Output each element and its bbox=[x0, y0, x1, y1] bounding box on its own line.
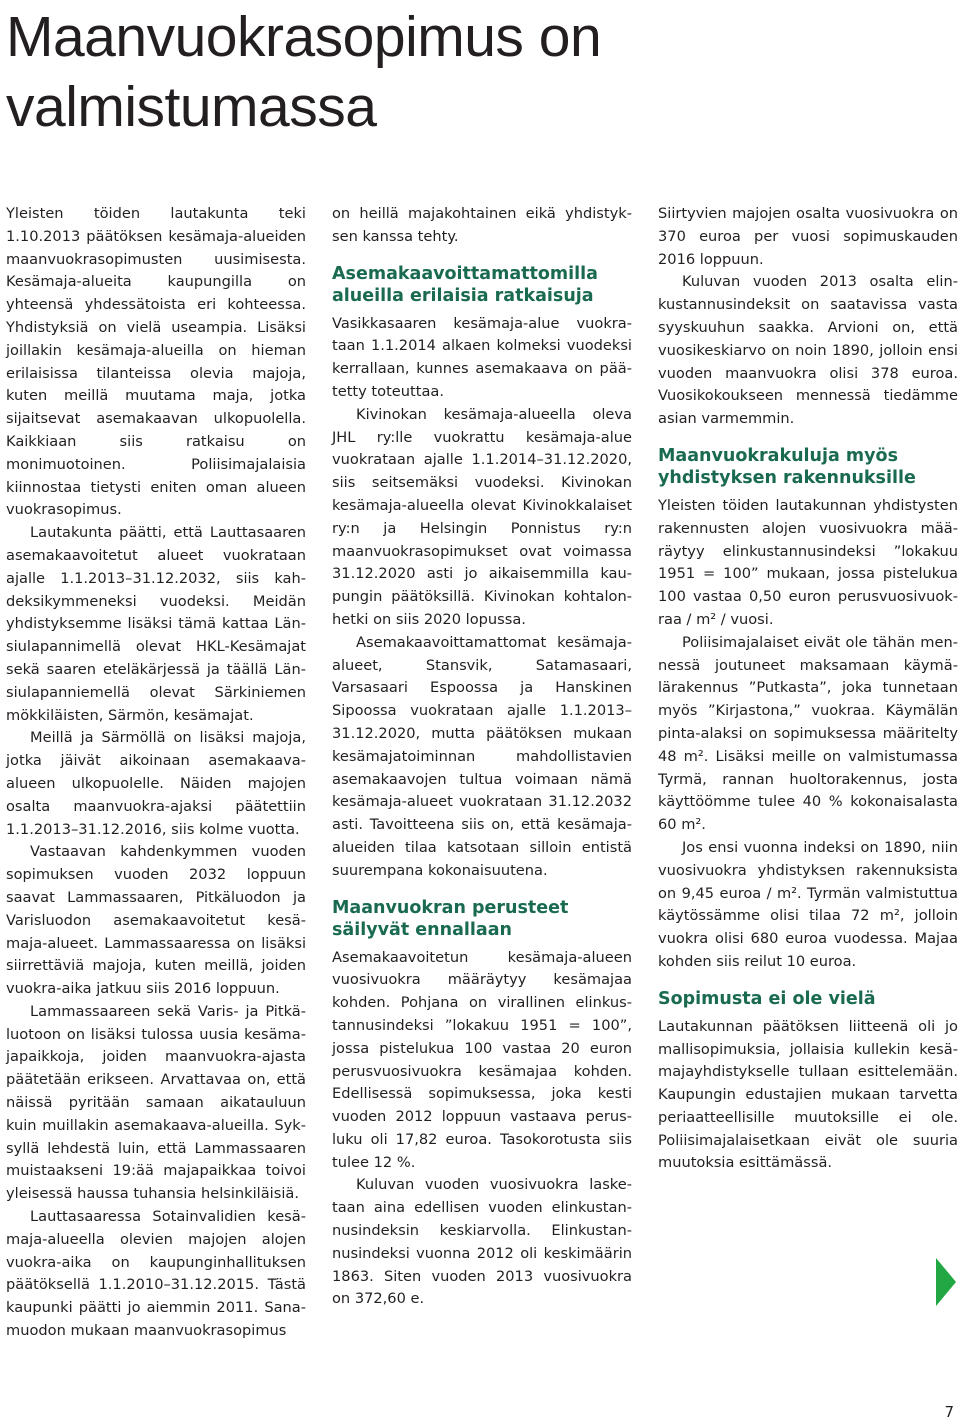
paragraph: Jos ensi vuonna indeksi on 1890, niin vuosivuokra yhdistyksen rakennuksista on 9,45 euroa / m². Tyrmän valmistuttua käytössämme olisi tilaa 72 m², jolloin vuokra olisi 680 euroa vuodessa. Majaa kohden siis reilut 10 euroa. bbox=[658, 838, 958, 970]
paragraph: Lauttasaaressa Sotainvalidien kesämaja-alueella olevien majojen alojen vuokra-aika on kaupunginhallituksen päätöksellä 1.1.2010–31.12.2015. Tästä kaupunki päätti jo aiemmin 2011. Sanamuodon mukaan maanvuokrasopimus bbox=[6, 1208, 306, 1340]
paragraph: Lautakunta päätti, että Lauttasaaren asemakaavoitetut alueet vuokrataan ajalle 1.1.2013–31.12.2032, siis kahdeksikymmeneksi vuodeksi. Meidän yhdistyksemme lisäksi tämä kattaa Länsiulapannimellä olevat HKL-Kesämajat sekä saaren eteläkärjessä ja täällä Länsiulapanniemellä olevat Särkiniemen mökkiläisten, Särmön, kesämajat. bbox=[6, 524, 306, 724]
paragraph: Yleisten töiden lautakunnan yhdistysten rakennusten alojen vuosivuokra määräytyy elinkustannusindeksi ”lokakuu 1951 = 100” mukaan, jossa pistelukua 100 vastaa 0,50 euron perusvuosivuokraa / m² / vuosi. bbox=[658, 496, 958, 628]
paragraph: Asemakaavoitetun kesämaja-alueen vuosivuokra määräytyy kesämajaa kohden. Pohjana on virallinen elinkustannusindeksi ”lokakuu 1951 = 100”, jossa pistelukua 100 vastaa 20 euron perusvuosivuokra kesämajaa kohden. Edellisessä sopimuksessa, joka kesti vuoden 2012 loppuun vastaava perusluku oli 17,82 euroa. Tasokorotusta siis tulee 12 %. bbox=[332, 948, 632, 1171]
column-3 bbox=[658, 203, 958, 1175]
column-2 bbox=[332, 203, 632, 1311]
paragraph: Siirtyvien majojen osalta vuosivuokra on 370 euroa per vuosi sopimuskauden 2016 loppuun. bbox=[658, 205, 958, 268]
arrow-right-icon bbox=[936, 1258, 956, 1306]
section-heading: Sopimusta ei ole vielä bbox=[658, 988, 876, 1009]
paragraph: Lammassaareen sekä Varis- ja Pitkäluotoon on lisäksi tulossa uusia kesämajapaikkoja, joiden maanvuokra-ajasta päätetään erikseen. Arvattavaa on, että näissä pyritään samaan aikatauluun kuin muillakin asemakaava-alueilla. Syksyllä lehdestä luin, että Lammassaaren muistaakseni 19:ää majapaikkaa toivoi yleisessä haussa tuhansia helsinkiläisiä. bbox=[6, 1002, 306, 1203]
paragraph: Kuluvan vuoden 2013 osalta elinkustannusindeksit on saatavissa vasta syyskuuhun saakka. Arvioni on, että vuosikeskiarvo on noin 1890, jolloin ensi vuoden maanvuokra olisi 378 euroa. Vuosikokoukseen mennessä tiedämme asian varmemmin. bbox=[658, 273, 958, 428]
paragraph: Vasikkasaaren kesämaja-alue vuokrataan 1.1.2014 alkaen kolmeksi vuodeksi kerrallaan, kunnes asemakaava on päätetty toteuttaa. bbox=[332, 314, 632, 400]
page-number: 7 bbox=[944, 1403, 954, 1421]
section-heading: Maanvuokran perusteet säilyvät ennallaan bbox=[332, 897, 569, 940]
paragraph: Asemakaavoittamattomat kesämajaalueet, Stansvik, Satamasaari, Varsasaari Espoossa ja Hanskinen Sipoossa vuokrataan ajalle 1.1.2013–31.12.2020, mutta päätöksen mukaan kesämajatoiminnan mahdollistavien asemakaavojen tultua voimaan nämä kesämaja-alueet vuokrataan 31.12.2032 asti. Tavoitteena siis on, että kesämaja-alueiden tilaa katsotaan silloin entistä suurempana kokonaisuutena. bbox=[332, 633, 632, 879]
section-heading: Maanvuokrakuluja myös yhdistyksen rakennuksille bbox=[658, 445, 916, 488]
section-heading: Asemakaavoittamattomilla alueilla erilaisia ratkaisuja bbox=[332, 263, 598, 306]
column-1 bbox=[6, 203, 306, 1343]
paragraph: Kuluvan vuoden vuosivuokra lasketaan aina edellisen vuoden elinkustannusindeksin keskiarvolla. Elinkustannusindeksi vuonna 2012 oli keskimäärin 1863. Siten vuoden 2013 vuosivuokra on 372,60 e. bbox=[332, 1176, 632, 1308]
paragraph: Vastaavan kahdenkymmen vuoden sopimuksen vuoden 2032 loppuun saavat Lammassaaren, Pitkäluodon ja Varisluodon asemakaavoitetut kesämaja-alueet. Lammassaaressa on lisäksi siirrettäviä majoja, kuten meillä, joiden vuokra-aika jatkuu siis 2016 loppuun. bbox=[6, 843, 306, 998]
paragraph: Yleisten töiden lautakunta teki 1.10.2013 päätöksen kesämaja-alueiden maanvuokrasopimusten uusimisesta. Kesämaja-alueita kaupungilla on yhteensä yhdessätoista eri kohteessa. Yhdistyksiä on vielä useampia. Lisäksi joillakin kesämaja-alueilla on hieman erilaisissa tilanteissa olevia majoja, kuten meillä muutama maja, jotka sijaitsevat asemakaavan ulkopuolella. Kaikkiaan siis ratkaisu on monimuotoinen. Poliisimajalaisia kiinnostaa tietysti eniten oman alueen vuokrasopimus. bbox=[6, 205, 306, 519]
page-title: Maanvuokrasopimus on valmistumassa bbox=[6, 5, 602, 139]
paragraph: Kivinokan kesämaja-alueella oleva JHL ry:lle vuokrattu kesämaja-alue vuokrataan ajalle 1.1.2014–31.12.2020, siis seitsemäksi vuodeksi. Kivinokan kesämaja-alueella olevat Kivinokkalaiset ry:n ja Helsingin Ponnistus ry:n maanvuokrasopimukset ovat voimassa 31.12.2020 asti jo aikaisemmilla kaupungin päätöksillä. Kivinokan kohtalonhetki on siis 2020 lopussa. bbox=[332, 405, 632, 628]
paragraph: Meillä ja Särmöllä on lisäksi majoja, jotka jäivät aikoinaan asemakaavaalueen ulkopuolelle. Näiden majojen osalta maanvuokra-ajaksi päätettiin 1.1.2013–31.12.2016, siis kolme vuotta. bbox=[6, 729, 306, 838]
paragraph: Lautakunnan päätöksen liitteenä oli jo mallisopimuksia, jollaisia kullekin kesämajayhdistykselle tullaan esittelemään. Kaupungin edustajien mukaan tarvetta periaatteellisille muutoksille ei ole. Poliisimajalaisetkaan eivät ole suuria muutoksia esittämässä. bbox=[658, 1017, 958, 1172]
paragraph: Poliisimajalaiset eivät ole tähän mennessä joutuneet maksamaan käymälärakennus ”Putkasta”, joka tunnetaan myös ”Kirjastona,” vuokraa. Käymälän pinta-alaksi on sopimuksessa määritelty 48 m². Lisäksi meille on valmistumassa Tyrmä, rannan huoltorakennus, josta käyttöömme tulee 40 % kokonaisalasta 60 m². bbox=[658, 633, 958, 834]
paragraph: on heillä majakohtainen eikä yhdistyksen kanssa tehty. bbox=[332, 205, 632, 245]
